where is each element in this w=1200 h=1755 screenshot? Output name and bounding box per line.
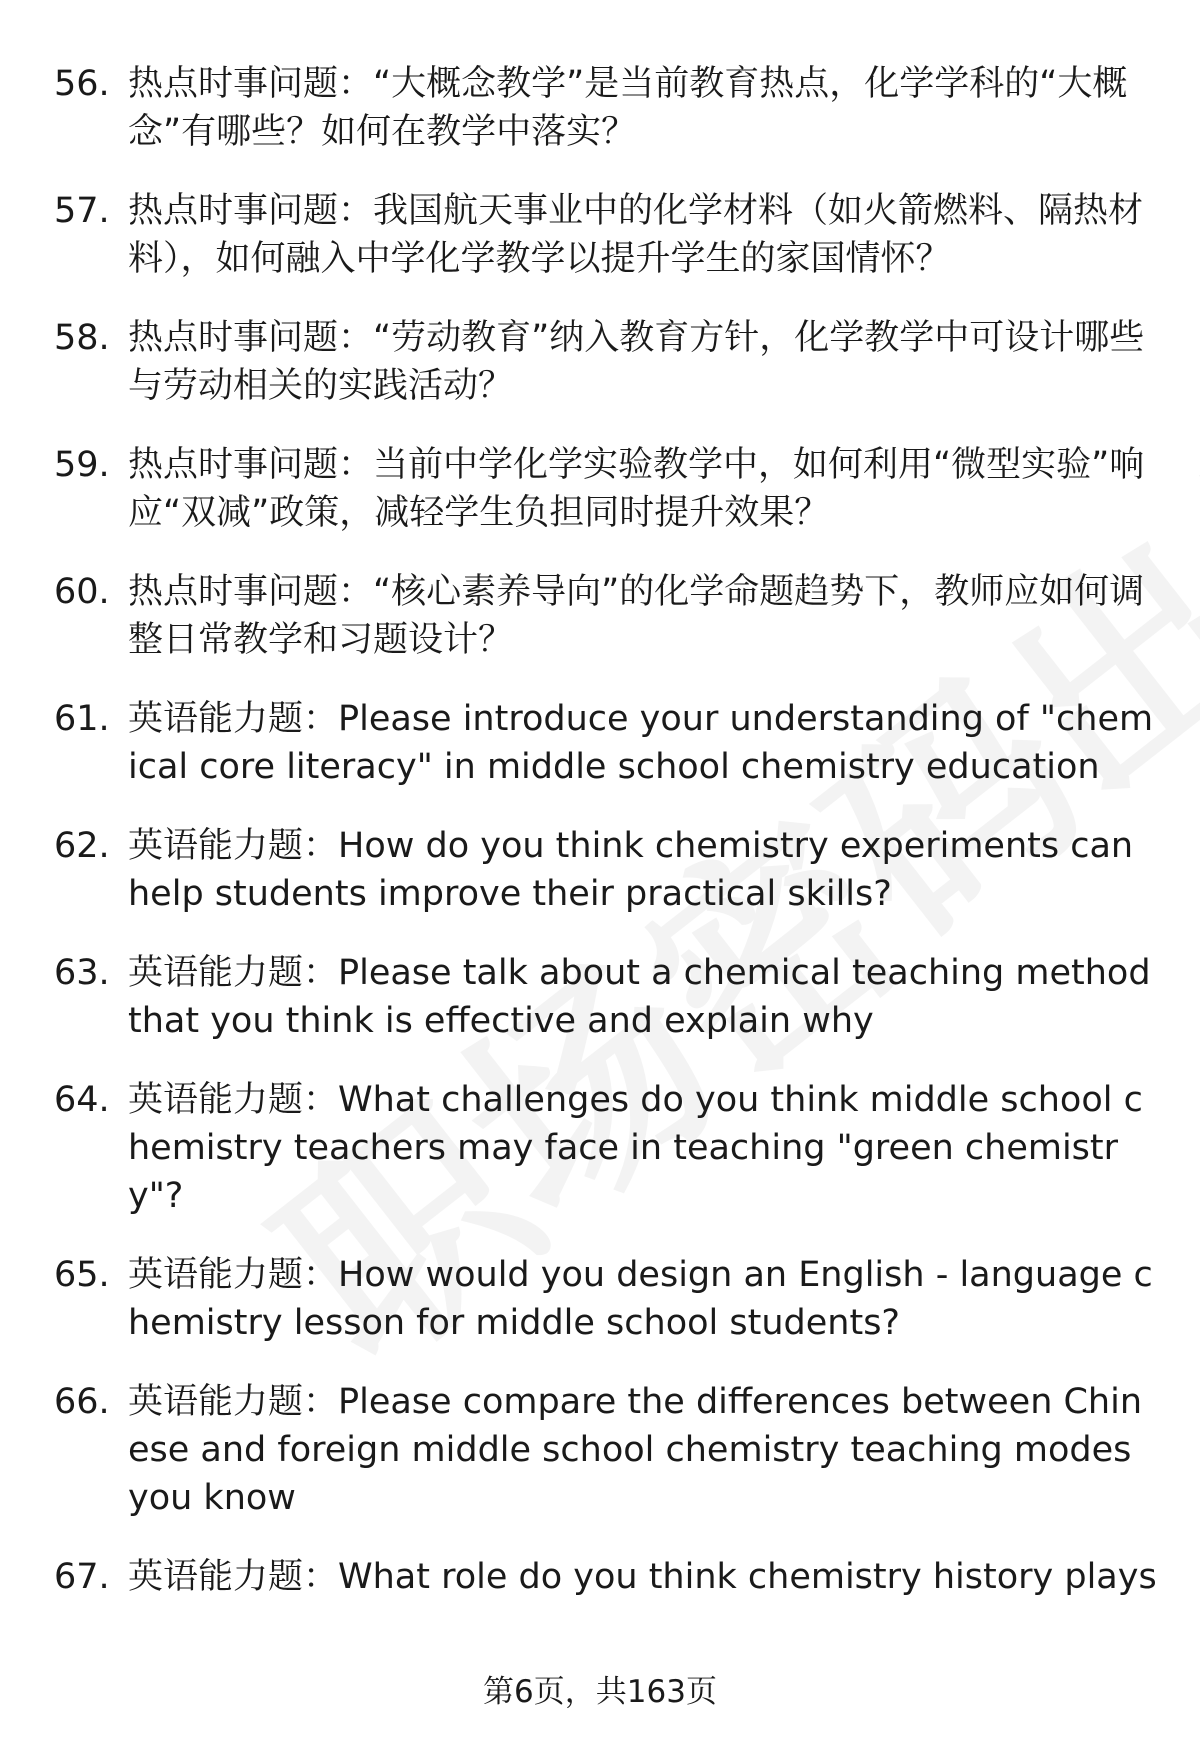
question-item-59 — [0, 441, 1200, 537]
question-number: 57. — [54, 191, 110, 231]
question-text: 英语能力题：Please talk about a chemical teaching method that you think is effective and explain why — [128, 953, 1151, 1041]
question-item-67 — [0, 1553, 1200, 1601]
question-item-56 — [0, 60, 1200, 156]
question-item-64 — [0, 1076, 1200, 1220]
question-number: 61. — [54, 699, 110, 739]
question-text: 英语能力题：What role do you think chemistry history plays — [128, 1557, 1157, 1597]
question-item-63 — [0, 949, 1200, 1045]
question-number: 65. — [54, 1255, 110, 1295]
question-number: 59. — [54, 445, 110, 485]
question-item-57 — [0, 187, 1200, 283]
question-text: 英语能力题：How do you think chemistry experiments can help students improve their practical skills? — [128, 826, 1134, 914]
question-text: 热点时事问题：“劳动教育”纳入教育方针，化学教学中可设计哪些与劳动相关的实践活动？ — [128, 318, 1145, 406]
question-number: 60. — [54, 572, 110, 612]
question-list — [0, 60, 1200, 1632]
question-text: 热点时事问题：“核心素养导向”的化学命题趋势下，教师应如何调整日常教学和习题设计？ — [128, 572, 1145, 660]
question-number: 63. — [54, 953, 110, 993]
question-number: 67. — [54, 1557, 110, 1597]
question-text: 英语能力题：How would you design an English - language chemistry lesson for middle school students? — [128, 1255, 1153, 1343]
question-text: 英语能力题：Please introduce your understanding of "chemical core literacy" in middle school chemistry education — [128, 699, 1154, 787]
question-number: 62. — [54, 826, 110, 866]
question-text: 热点时事问题：我国航天事业中的化学材料（如火箭燃料、隔热材料），如何融入中学化学教学以提升学生的家国情怀？ — [128, 191, 1144, 279]
question-number: 64. — [54, 1080, 110, 1120]
question-item-66 — [0, 1378, 1200, 1522]
page-footer: 第6页，共163页 — [483, 1674, 717, 1710]
question-text: 热点时事问题：当前中学化学实验教学中，如何利用“微型实验”响应“双减”政策，减轻学生负担同时提升效果？ — [128, 445, 1145, 533]
question-number: 66. — [54, 1382, 110, 1422]
question-item-60 — [0, 568, 1200, 664]
question-item-61 — [0, 695, 1200, 791]
question-item-65 — [0, 1251, 1200, 1347]
question-number: 58. — [54, 318, 110, 358]
question-text: 英语能力题：Please compare the differences between Chinese and foreign middle school chemistry teaching modes you know — [128, 1382, 1143, 1518]
question-item-58 — [0, 314, 1200, 410]
question-item-62 — [0, 822, 1200, 918]
question-text: 热点时事问题：“大概念教学”是当前教育热点，化学学科的“大概念”有哪些？如何在教学中落实？ — [128, 64, 1128, 152]
question-number: 56. — [54, 64, 110, 104]
question-text: 英语能力题：What challenges do you think middle school chemistry teachers may face in teaching "green chemistry"? — [128, 1080, 1143, 1216]
